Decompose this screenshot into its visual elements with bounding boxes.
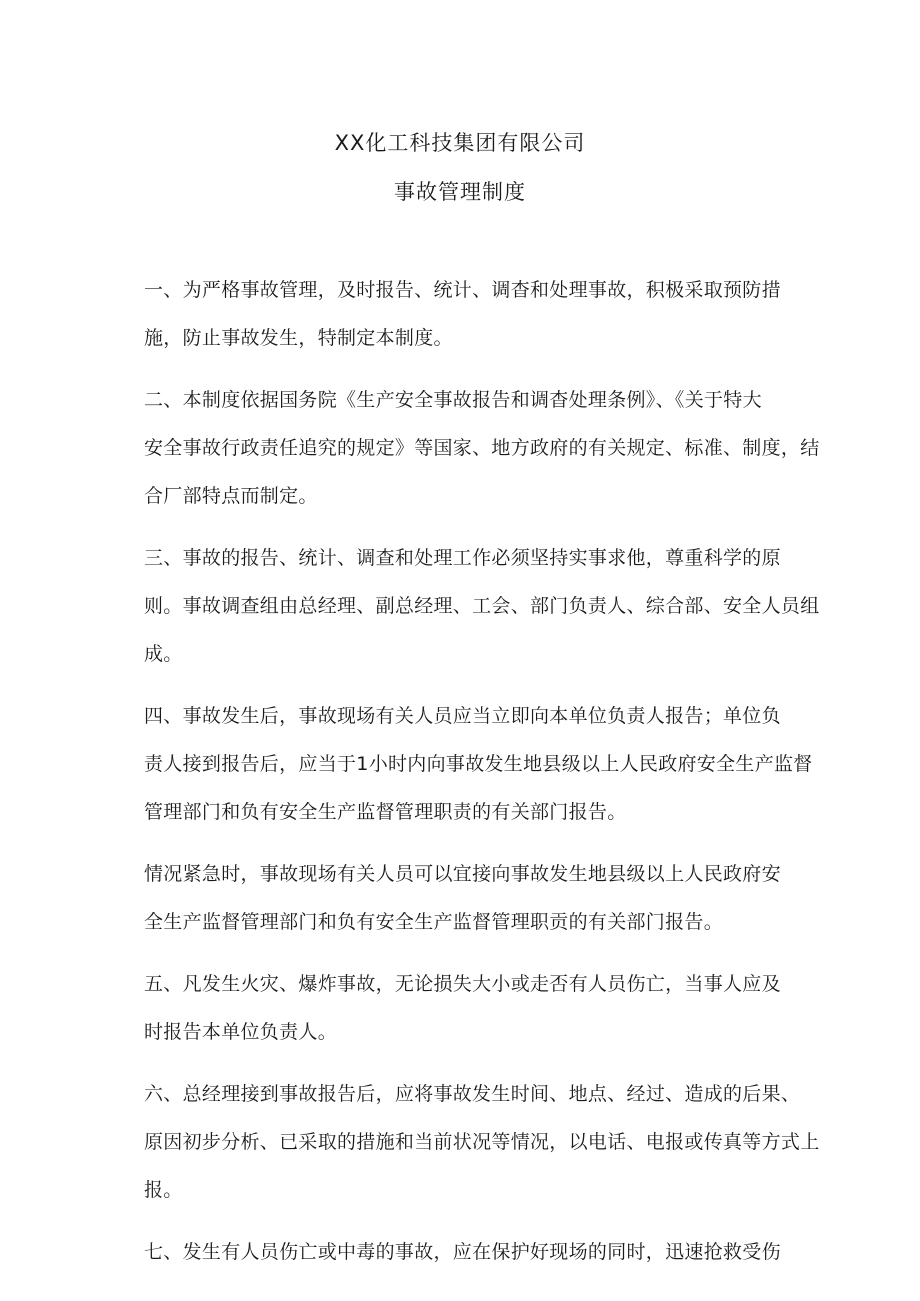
- company-name: XX化工科技集团有限公司: [334, 131, 586, 155]
- document-title: 事故管理制度: [394, 180, 526, 204]
- paragraph-line: 三、事故的报告、统计、调查和处理工作必须坚持实事求他，尊重科学的原: [144, 547, 781, 569]
- paragraph-line: 成。: [144, 643, 183, 665]
- paragraph-line: 一、为严格事故管理，及时报告、统计、调杳和处理事故，积极采取预防措: [144, 279, 781, 301]
- paragraph-line: 报。: [144, 1179, 183, 1201]
- paragraph-line: 时报告本单位负责人。: [144, 1021, 338, 1043]
- document-body: [106, 266, 822, 1290]
- paragraph-1: [106, 266, 822, 362]
- paragraph-3: [106, 534, 822, 678]
- paragraph-line: 原因初步分析、已采取的措施和当前状况等情况，以电话、电报或传真等方式上: [144, 1131, 820, 1153]
- paragraph-line: 情况紧急时，事故现场有关人员可以宜接向事故发生地县级以上人民政府安: [144, 863, 781, 885]
- paragraph-line: 安全事故行政责任追究的规定》等国家、地方政府的有关规定、标准、制度，结: [144, 437, 820, 459]
- paragraph-8: [106, 1228, 822, 1276]
- paragraph-line: 管理部门和负有安全生产监督管理职责的有关部门报告。: [144, 801, 627, 823]
- paragraph-line: 七、发生有人员伤亡或中毒的事故，应在保护好现场的同时，迅速抢救受伤: [144, 1241, 781, 1263]
- paragraph-line: 五、凡发生火灾、爆炸事故，无论损失大小或走否有人员伤亡，当事人应及: [144, 973, 781, 995]
- paragraph-2: [106, 376, 822, 520]
- paragraph-4: [106, 692, 822, 836]
- paragraph-line: 则。事故调查组由总经理、副总经理、工会、部门负责人、综合部、安全人员组: [144, 595, 820, 617]
- paragraph-line: 全生产监督管理部门和负有安全生产监督管理职贡的有关部门报告。: [144, 911, 724, 933]
- paragraph-line: 四、事故发生后，事故现场有关人员应当立即向本单位负责人报告；单位负: [144, 705, 781, 727]
- paragraph-line: 责人接到报告后，应当于1小时内向事故发生地县级以上人民政府安全生产监督: [144, 753, 813, 775]
- paragraph-line: 六、总经理接到事故报告后，应将事故发生时间、地点、经过、造成的后果、: [144, 1083, 801, 1105]
- paragraph-line: 合厂部特点而制定。: [144, 485, 318, 507]
- paragraph-line: 二、本制度依据国务院《生产安全事故报告和调杳处理条例》、《关于特大: [144, 389, 762, 411]
- paragraph-5: [106, 850, 822, 946]
- paragraph-6: [106, 960, 822, 1056]
- paragraph-7: [106, 1070, 822, 1214]
- paragraph-line: 施，防止事故发生，特制定本制度。: [144, 327, 453, 349]
